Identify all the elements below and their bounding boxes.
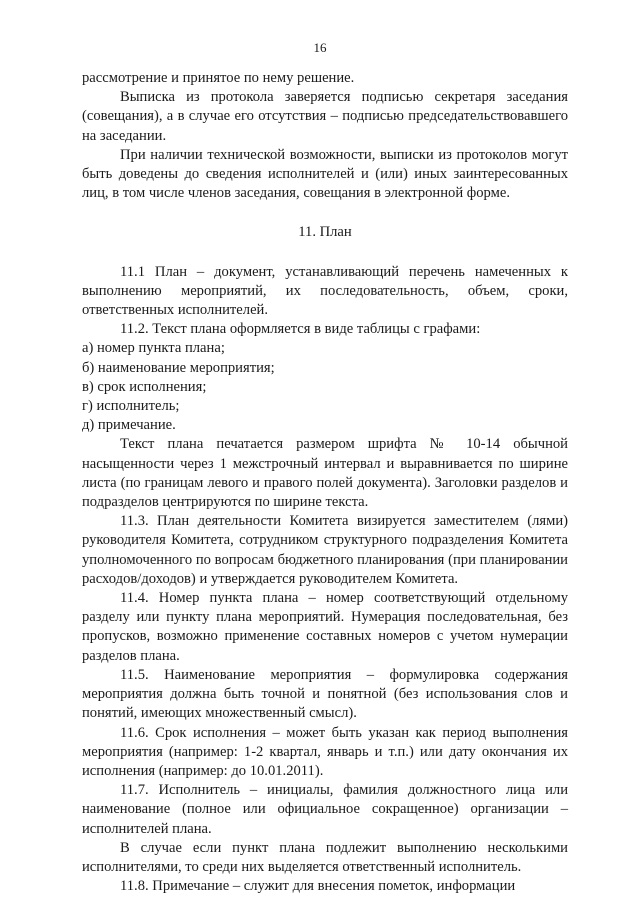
paragraph: 11.7. Исполнитель – инициалы, фамилия должностного лица или наименование (полное или официальное сокращенное) организации – исполнителей плана. <box>82 782 568 837</box>
document-body <box>82 69 568 896</box>
paragraph: 11.6. Срок исполнения – может быть указан как период выполнения мероприятия (например: 1-2 квартал, январь и т.п.) или дату окончания их исполнения (например: до 10.01.2011). <box>82 724 568 779</box>
paragraph: Текст плана печатается размером шрифта № 10-14 обычной насыщенности через 1 межстрочный интервал и выравнивается по ширине листа (по границам левого и правого полей документа). Заголовки разделов и подразделов центрируются по ширине текста. <box>82 436 568 511</box>
section-heading: 11. План <box>298 224 352 241</box>
paragraph: При наличии технической возможности, выписки из протоколов могут быть доведены до сведения исполнителей и (или) иных заинтересованных лиц, в том числе членов заседания, совещания в электронной форме. <box>82 146 568 202</box>
paragraph: 11.4. Номер пункта плана – номер соответствующий отдельному разделу или пункту плана мероприятий. Нумерация последовательная, без пропусков, возможно применение составных номеров с учетом нумерации разделов плана. <box>82 590 568 664</box>
list-item: в) срок исполнения; <box>82 378 207 395</box>
list-item: д) примечание. <box>82 417 176 434</box>
page-number: 16 <box>313 40 327 55</box>
paragraph: 11.5. Наименование мероприятия – формулировка содержания мероприятия должна быть точной и понятной (без использования слов и понятий, имеющих множественный смысл). <box>82 666 568 722</box>
paragraph: 11.8. Примечание – служит для внесения пометок, информации <box>120 878 516 895</box>
list-item: г) исполнитель; <box>82 398 180 415</box>
paragraph: В случае если пункт плана подлежит выполнению несколькими исполнителями, то среди них выделяется ответственный исполнитель. <box>82 839 568 875</box>
list-item: б) наименование мероприятия; <box>82 359 275 376</box>
paragraph: рассмотрение и принятое по нему решение. <box>82 70 355 86</box>
paragraph: 11.3. План деятельности Комитета визируется заместителем (лями) руководителя Комитета, сотрудником структурного подразделения Комитета уполномоченного по вопросам бюджетного планирования (при планировании расходов/доходов) и утверждается руководителем Комитета. <box>82 513 568 587</box>
paragraph: Выписка из протокола заверяется подписью секретаря заседания (совещания), а в случае его отсутствия – подписью председательствовавшего на заседании. <box>82 89 568 144</box>
list-item: а) номер пункта плана; <box>82 340 225 357</box>
paragraph: 11.2. Текст плана оформляется в виде таблицы с графами: <box>120 321 481 338</box>
paragraph: 11.1 План – документ, устанавливающий перечень намеченных к выполнению мероприятий, их последовательность, объем, сроки, ответственных исполнителей. <box>82 263 568 319</box>
